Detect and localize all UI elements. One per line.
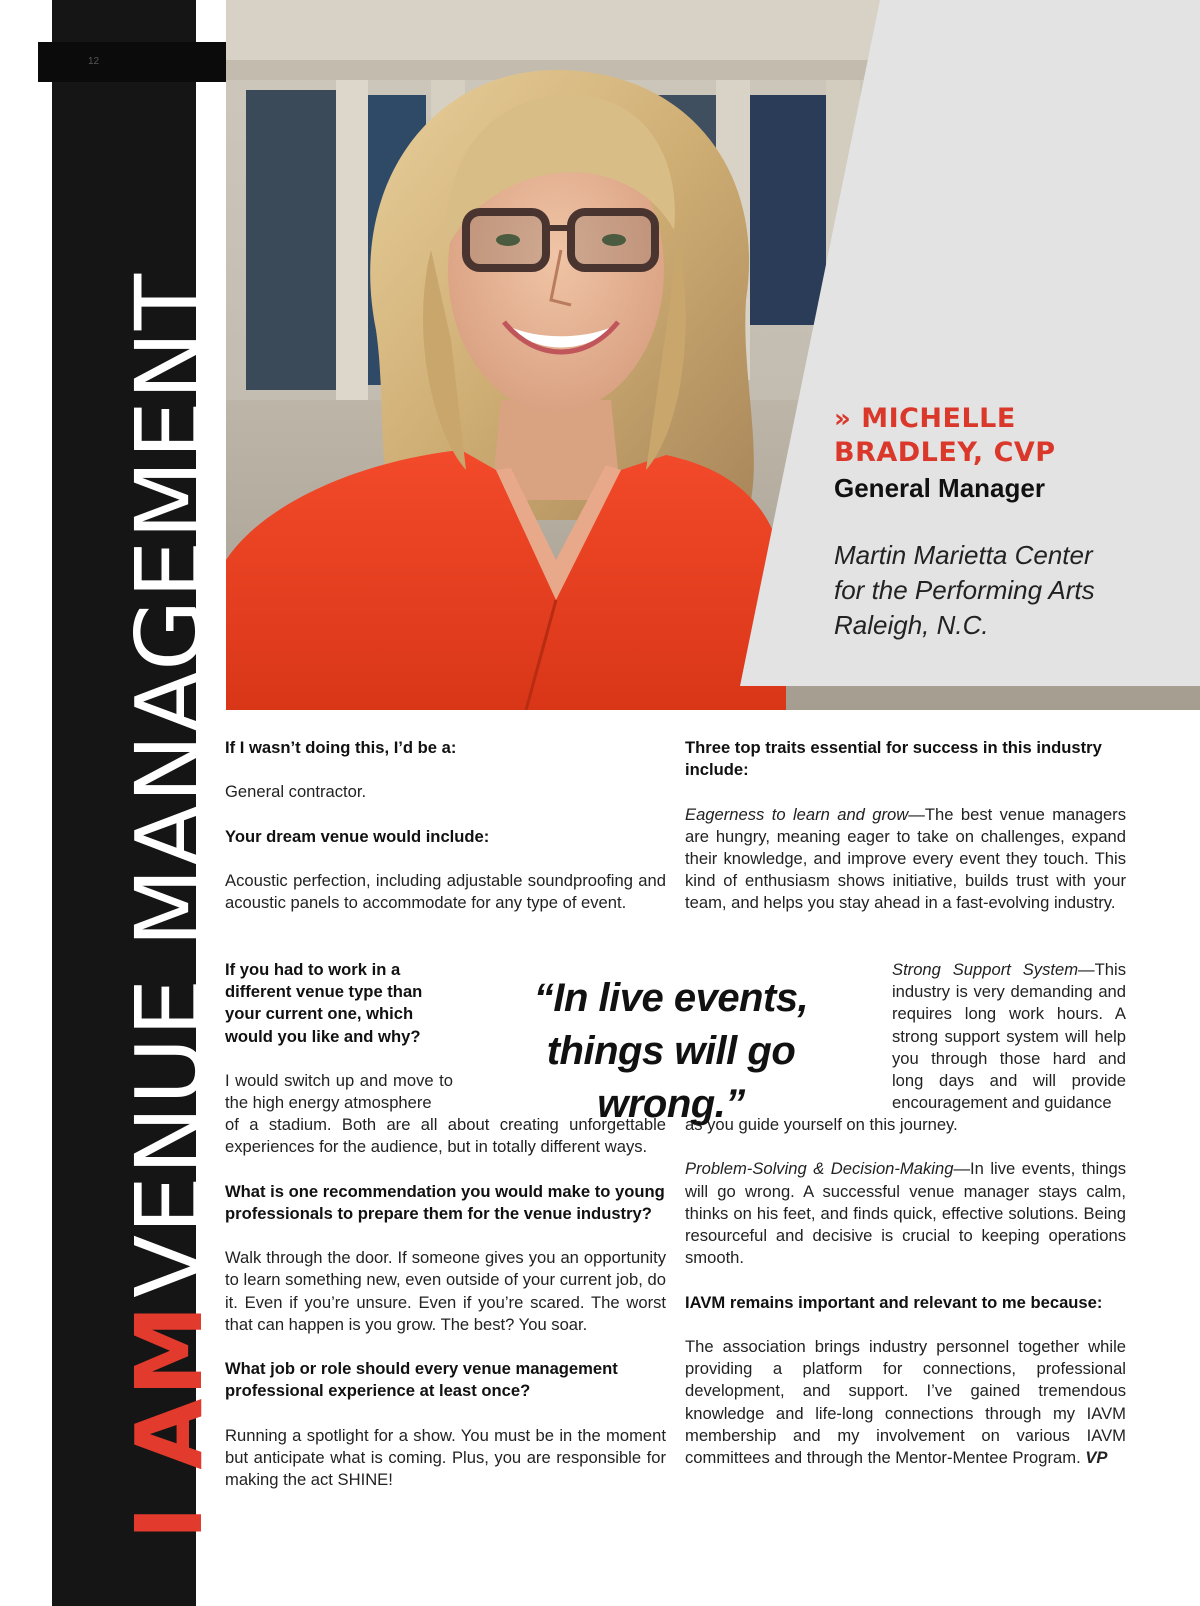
qa-left-mid [225,959,453,1114]
page-number: 12 [88,56,100,67]
chevron-icon: » [834,404,852,434]
profile-name-line2: BRADLEY, CVP [834,437,1056,468]
trait-2-part1: Strong Support System—This industry is very demanding and requires long work hours. A strong support system will help you through those hard and long days and will provide encouragement and guidance [892,960,1126,1113]
right-question-2: IAVM remains important and relevant to me because: [685,1292,1103,1312]
trait-2-part2: as you guide yourself on this journey. [685,1115,958,1134]
qa-right-bottom [685,1114,1126,1469]
answer-5: Running a spotlight for a show. You must be in the moment but anticipate what is coming. Plus, you are responsible for making the act SHINE! [225,1425,666,1490]
section-title [116,272,223,1540]
right-answer-2: The association brings industry personnel together while providing a platform for connections, professional development, and support. I’ve gained tremendous knowledge and life-long connections through my IAVM membership and my involvement on various IAVM committees and through the Mentor-Mentee Program. VP [685,1336,1126,1467]
answer-3-part1: I would switch up and move to the high energy atmosphere [225,1071,453,1113]
qa-left-top [225,737,666,915]
section-title-venue-management: VENUE MANAGEMENT [116,272,223,1298]
profile-venue: Martin Marietta Center for the Performing Arts Raleigh, N.C. [834,540,1095,640]
answer-2: Acoustic perfection, including adjustable soundproofing and acoustic panels to accommodate for any type of event. [225,871,666,913]
profile-name-line1: » MICHELLE [834,403,1016,434]
question-2: Your dream venue would include: [225,826,490,846]
question-5: What job or role should every venue management professional experience at least once? [225,1359,618,1401]
signoff: VP [1085,1448,1108,1467]
answer-3-part2: of a stadium. Both are all about creating unforgettable experiences for the audience, but in totally different ways. [225,1115,666,1157]
question-3: If you had to work in a different venue type than your current one, which would you like and why? [225,960,423,1046]
qa-left-bottom [225,1114,666,1491]
section-title-iam: I AM [116,1302,223,1540]
answer-4: Walk through the door. If someone gives you an opportunity to learn something new, even outside of your current job, do it. Even if you’re unsure. Even if you’re scared. The worst that can happen is you grow. The best? You soar. [225,1248,666,1334]
right-question-1: Three top traits essential for success in this industry include: [685,738,1102,780]
profile-role: General Manager [834,473,1045,503]
qa-right-top [685,737,1126,915]
profile-block [834,402,1174,643]
pull-quote: “In live events, things will go wrong.” [533,976,809,1126]
trait-3: Problem-Solving & Decision-Making—In live events, things will go wrong. A successful venue manager stays calm, thinks on his feet, and finds quick, effective solutions. Being resourceful and decisive is crucial to keeping operations smooth. [685,1159,1126,1268]
question-4: What is one recommendation you would make to young professionals to prepare them for the venue industry? [225,1181,665,1223]
question-1: If I wasn’t doing this, I’d be a: [225,738,457,757]
answer-1: General contractor. [225,782,367,802]
trait-1: Eagerness to learn and grow—The best venue managers are hungry, meaning eager to take on challenges, expand their knowledge, and improve every event they touch. This kind of enthusiasm shows initiative, builds trust with your team, and helps you stay ahead in a fast-evolving industry. [685,804,1126,913]
